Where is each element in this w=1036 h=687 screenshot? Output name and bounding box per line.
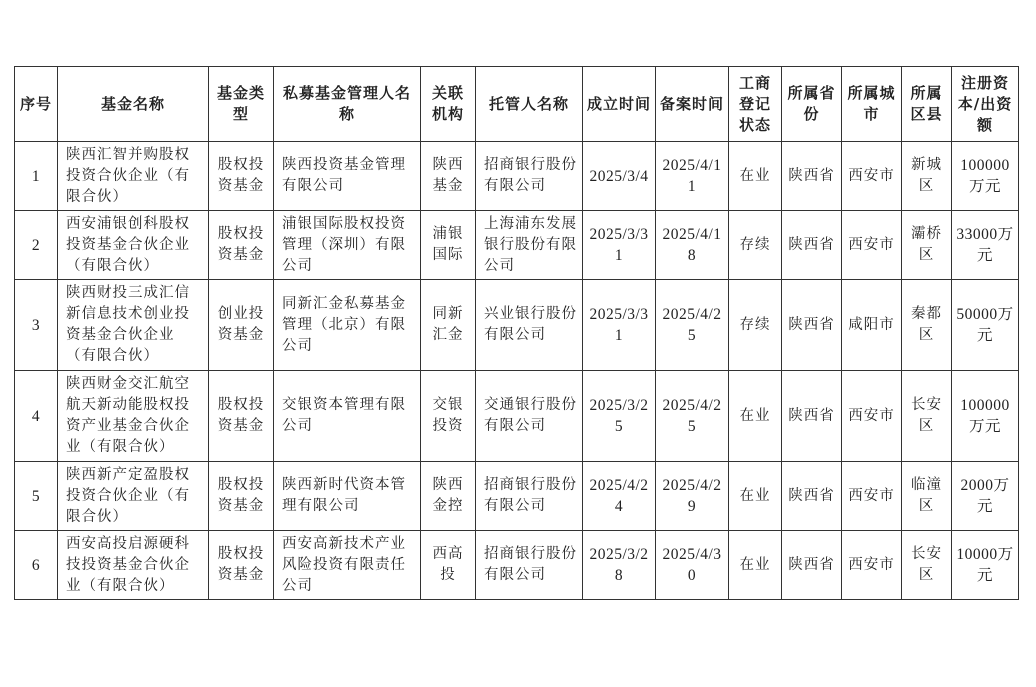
cell-district: 新城区 <box>902 142 952 211</box>
header-manager-name: 私募基金管理人名称 <box>274 67 421 142</box>
cell-city: 西安市 <box>842 531 902 600</box>
cell-index: 2 <box>15 211 58 280</box>
cell-manager-name: 陕西投资基金管理有限公司 <box>274 142 421 211</box>
cell-district: 秦都区 <box>902 280 952 371</box>
cell-province: 陕西省 <box>782 211 842 280</box>
cell-registered-capital: 50000万元 <box>952 280 1019 371</box>
cell-custodian: 招商银行股份有限公司 <box>476 462 583 531</box>
cell-filing-date: 2025/4/25 <box>656 280 729 371</box>
cell-registration-status: 在业 <box>729 142 782 211</box>
header-registration-status: 工商登记状态 <box>729 67 782 142</box>
cell-province: 陕西省 <box>782 531 842 600</box>
cell-registration-status: 存续 <box>729 211 782 280</box>
cell-district: 灞桥区 <box>902 211 952 280</box>
cell-registered-capital: 100000万元 <box>952 142 1019 211</box>
cell-city: 西安市 <box>842 462 902 531</box>
cell-fund-name: 陕西新产定盈股权投资合伙企业（有限合伙） <box>58 462 209 531</box>
table-row <box>15 462 1019 531</box>
cell-manager-name: 同新汇金私募基金管理（北京）有限公司 <box>274 280 421 371</box>
cell-registration-status: 在业 <box>729 531 782 600</box>
cell-fund-type: 股权投资基金 <box>209 371 274 462</box>
cell-fund-name: 陕西汇智并购股权投资合伙企业（有限合伙） <box>58 142 209 211</box>
cell-established-date: 2025/3/25 <box>583 371 656 462</box>
table-row <box>15 531 1019 600</box>
cell-registered-capital: 33000万元 <box>952 211 1019 280</box>
header-custodian: 托管人名称 <box>476 67 583 142</box>
header-district: 所属区县 <box>902 67 952 142</box>
cell-established-date: 2025/4/24 <box>583 462 656 531</box>
cell-related-institution: 浦银国际 <box>421 211 476 280</box>
cell-city: 咸阳市 <box>842 280 902 371</box>
cell-custodian: 招商银行股份有限公司 <box>476 531 583 600</box>
cell-province: 陕西省 <box>782 371 842 462</box>
cell-province: 陕西省 <box>782 280 842 371</box>
cell-province: 陕西省 <box>782 142 842 211</box>
cell-related-institution: 陕西金控 <box>421 462 476 531</box>
cell-fund-name: 西安浦银创科股权投资基金合伙企业（有限合伙） <box>58 211 209 280</box>
cell-manager-name: 浦银国际股权投资管理（深圳）有限公司 <box>274 211 421 280</box>
header-city: 所属城市 <box>842 67 902 142</box>
cell-related-institution: 交银投资 <box>421 371 476 462</box>
cell-province: 陕西省 <box>782 462 842 531</box>
cell-registration-status: 在业 <box>729 462 782 531</box>
table-row <box>15 211 1019 280</box>
cell-registered-capital: 100000万元 <box>952 371 1019 462</box>
cell-fund-type: 股权投资基金 <box>209 211 274 280</box>
header-fund-type: 基金类型 <box>209 67 274 142</box>
cell-custodian: 招商银行股份有限公司 <box>476 142 583 211</box>
cell-registration-status: 在业 <box>729 371 782 462</box>
header-row <box>15 67 1019 142</box>
cell-index: 6 <box>15 531 58 600</box>
header-province: 所属省份 <box>782 67 842 142</box>
cell-district: 临潼区 <box>902 462 952 531</box>
cell-city: 西安市 <box>842 142 902 211</box>
cell-registered-capital: 10000万元 <box>952 531 1019 600</box>
cell-registered-capital: 2000万元 <box>952 462 1019 531</box>
cell-fund-type: 创业投资基金 <box>209 280 274 371</box>
cell-established-date: 2025/3/31 <box>583 211 656 280</box>
cell-manager-name: 西安高新技术产业风险投资有限责任公司 <box>274 531 421 600</box>
cell-city: 西安市 <box>842 211 902 280</box>
cell-custodian: 兴业银行股份有限公司 <box>476 280 583 371</box>
cell-index: 5 <box>15 462 58 531</box>
header-registered-capital: 注册资本/出资额 <box>952 67 1019 142</box>
cell-index: 1 <box>15 142 58 211</box>
cell-fund-name: 西安高投启源硬科技投资基金合伙企业（有限合伙） <box>58 531 209 600</box>
fund-table <box>14 66 1019 600</box>
cell-district: 长安区 <box>902 371 952 462</box>
cell-fund-type: 股权投资基金 <box>209 142 274 211</box>
cell-filing-date: 2025/4/29 <box>656 462 729 531</box>
cell-fund-type: 股权投资基金 <box>209 531 274 600</box>
header-related-institution: 关联机构 <box>421 67 476 142</box>
cell-established-date: 2025/3/31 <box>583 280 656 371</box>
cell-manager-name: 陕西新时代资本管理有限公司 <box>274 462 421 531</box>
cell-filing-date: 2025/4/25 <box>656 371 729 462</box>
cell-related-institution: 陕西基金 <box>421 142 476 211</box>
header-established-date: 成立时间 <box>583 67 656 142</box>
header-index: 序号 <box>15 67 58 142</box>
cell-established-date: 2025/3/4 <box>583 142 656 211</box>
cell-related-institution: 西高投 <box>421 531 476 600</box>
cell-filing-date: 2025/4/18 <box>656 211 729 280</box>
cell-custodian: 交通银行股份有限公司 <box>476 371 583 462</box>
cell-manager-name: 交银资本管理有限公司 <box>274 371 421 462</box>
table-row <box>15 371 1019 462</box>
cell-fund-type: 股权投资基金 <box>209 462 274 531</box>
cell-established-date: 2025/3/28 <box>583 531 656 600</box>
cell-filing-date: 2025/4/11 <box>656 142 729 211</box>
header-filing-date: 备案时间 <box>656 67 729 142</box>
header-fund-name: 基金名称 <box>58 67 209 142</box>
cell-registration-status: 存续 <box>729 280 782 371</box>
cell-index: 4 <box>15 371 58 462</box>
table-row <box>15 280 1019 371</box>
cell-city: 西安市 <box>842 371 902 462</box>
cell-index: 3 <box>15 280 58 371</box>
cell-filing-date: 2025/4/30 <box>656 531 729 600</box>
cell-fund-name: 陕西财金交汇航空航天新动能股权投资产业基金合伙企业（有限合伙） <box>58 371 209 462</box>
cell-fund-name: 陕西财投三成汇信新信息技术创业投资基金合伙企业（有限合伙） <box>58 280 209 371</box>
cell-district: 长安区 <box>902 531 952 600</box>
table-row <box>15 142 1019 211</box>
cell-custodian: 上海浦东发展银行股份有限公司 <box>476 211 583 280</box>
cell-related-institution: 同新汇金 <box>421 280 476 371</box>
